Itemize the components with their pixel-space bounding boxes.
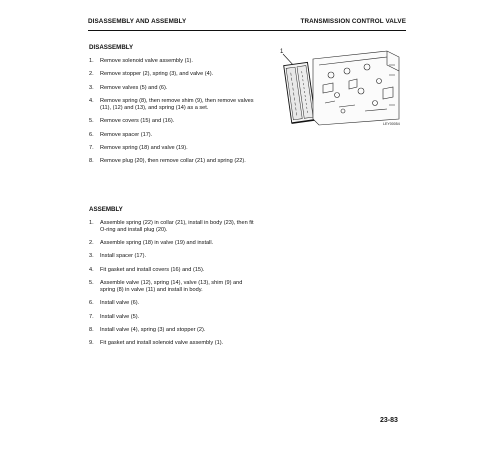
assembly-step xyxy=(89,340,259,347)
step-number: 6. xyxy=(89,131,94,138)
assembly-step xyxy=(89,240,259,247)
step-text: Assemble valve (12), spring (14), valve (13), shim (9) and spring (8) in valve (11) and install in body. xyxy=(100,280,243,293)
step-number: 4. xyxy=(89,98,94,105)
component-header-title: TRANSMISSION CONTROL VALVE xyxy=(300,18,406,25)
step-text: Fit gasket and install covers (16) and (15). xyxy=(100,266,205,273)
step-number: 9. xyxy=(89,340,94,347)
assembly-step xyxy=(89,300,259,307)
assembly-step xyxy=(89,253,259,260)
assembly-step xyxy=(89,280,259,293)
step-number: 3. xyxy=(89,253,94,260)
step-number: 8. xyxy=(89,158,94,165)
step-number: 6. xyxy=(89,300,94,307)
solenoid-valve-assembly xyxy=(284,62,316,123)
disassembly-step xyxy=(89,145,259,152)
step-text: Remove valves (5) and (6). xyxy=(100,84,168,91)
disassembly-step xyxy=(89,158,259,165)
page-number: 23-83 xyxy=(380,417,398,424)
step-number: 4. xyxy=(89,266,94,273)
control-valve-illustration xyxy=(275,45,409,129)
step-text: Install valve (5). xyxy=(100,313,140,320)
callout-number: 1 xyxy=(280,49,284,55)
step-text: Install valve (6). xyxy=(100,300,140,307)
disassembly-step xyxy=(89,71,259,78)
step-text: Remove stopper (2), spring (3), and valve (4). xyxy=(100,71,214,78)
step-number: 8. xyxy=(89,326,94,333)
disassembly-step xyxy=(89,58,259,65)
step-text: Install valve (4), spring (3) and stopper (2). xyxy=(100,326,206,333)
assembly-step xyxy=(89,314,259,321)
disassembly-step xyxy=(89,118,259,125)
step-text: Assemble spring (22) in collar (21), install in body (23), then fit O-ring and install plug (20). xyxy=(100,220,254,233)
assembly-steps-list xyxy=(89,220,259,354)
step-text: Remove covers (15) and (16). xyxy=(100,118,175,125)
step-number: 2. xyxy=(89,71,94,78)
step-text: Remove solenoid valve assembly (1). xyxy=(100,58,193,64)
disassembly-step xyxy=(89,85,259,92)
step-number: 5. xyxy=(89,118,94,125)
step-number: 3. xyxy=(89,84,94,91)
step-text: Remove spring (8), then remove shim (9), then remove valves (11), (12) and (13), and spring (14) as a set. xyxy=(100,98,254,111)
figure-caption: LEY00054 xyxy=(383,122,400,126)
step-number: 7. xyxy=(89,144,94,151)
section-header-title: DISASSEMBLY AND ASSEMBLY xyxy=(88,18,187,25)
step-number: 2. xyxy=(89,239,94,246)
step-text: Assemble spring (18) in valve (19) and install. xyxy=(100,239,214,246)
step-number: 7. xyxy=(89,313,94,320)
step-number: 5. xyxy=(89,280,94,287)
assembly-title: ASSEMBLY xyxy=(89,206,123,213)
step-text: Install spacer (17). xyxy=(100,253,147,260)
control-valve-figure xyxy=(275,45,409,129)
step-text: Remove plug (20), then remove collar (21) and spring (22). xyxy=(100,158,246,165)
assembly-step xyxy=(89,220,259,233)
step-number: 1. xyxy=(89,58,94,64)
step-number: 1. xyxy=(89,220,94,226)
assembly-step xyxy=(89,327,259,334)
step-text: Remove spring (18) and valve (19). xyxy=(100,144,188,151)
assembly-step xyxy=(89,267,259,274)
disassembly-steps-list xyxy=(89,58,259,172)
valve-body xyxy=(313,51,399,125)
disassembly-title: DISASSEMBLY xyxy=(89,44,134,51)
step-text: Remove spacer (17). xyxy=(100,131,153,138)
disassembly-step xyxy=(89,132,259,139)
step-text: Fit gasket and install solenoid valve assembly (1). xyxy=(100,340,224,347)
disassembly-step xyxy=(89,98,259,111)
page-header xyxy=(88,18,406,31)
